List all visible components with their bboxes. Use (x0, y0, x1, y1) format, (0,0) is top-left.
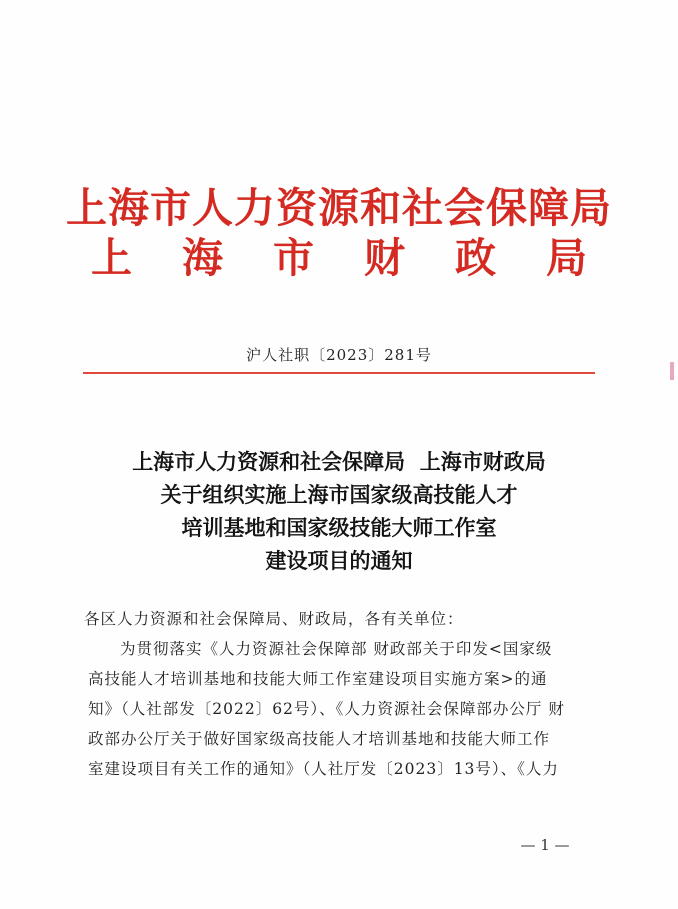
salutation: 各区人力资源和社会保障局、财政局，各有关单位： (84, 610, 464, 628)
edge-mark (670, 362, 674, 380)
body-line: 为贯彻落实《人力资源社会保障部 财政部关于印发<国家级 (120, 640, 553, 658)
issuer-line-2-char: 财 (364, 234, 405, 282)
issuer-line-2-char: 政 (455, 234, 496, 282)
title-line: 关于组织实施上海市国家级高技能人才 (160, 482, 518, 507)
document-body (84, 604, 600, 784)
body-line: 室建设项目有关工作的通知》（人社厅发〔2023〕13号）、《人力 (88, 760, 559, 778)
issuer-line-2-char: 市 (273, 234, 314, 282)
title-line: 上海市人力资源和社会保障局 上海市财政局 (132, 449, 546, 474)
document-number: 沪人社职〔2023〕281号 (246, 346, 432, 364)
issuer-line-2-char: 局 (546, 234, 587, 282)
issuer-line-1: 上海市人力资源和社会保障局 (66, 184, 612, 232)
page-number: — 1 — (520, 836, 570, 854)
title-line: 培训基地和国家级技能大师工作室 (181, 515, 497, 540)
issuer-line-2-char: 上 (91, 234, 132, 282)
issuer-line-2 (0, 234, 678, 282)
body-line: 政部办公厅关于做好国家级高技能人才培训基地和技能大师工作 (88, 730, 551, 748)
red-divider-line (83, 372, 595, 374)
document-title (0, 445, 678, 577)
body-line: 高技能人才培训基地和技能大师工作室建设项目实施方案>的通 (88, 670, 548, 688)
title-line: 建设项目的通知 (265, 548, 413, 573)
body-line: 知》（人社部发〔2022〕62号）、《人力资源社会保障部办公厅 财 (88, 700, 565, 718)
issuer-line-2-char: 海 (182, 234, 223, 282)
